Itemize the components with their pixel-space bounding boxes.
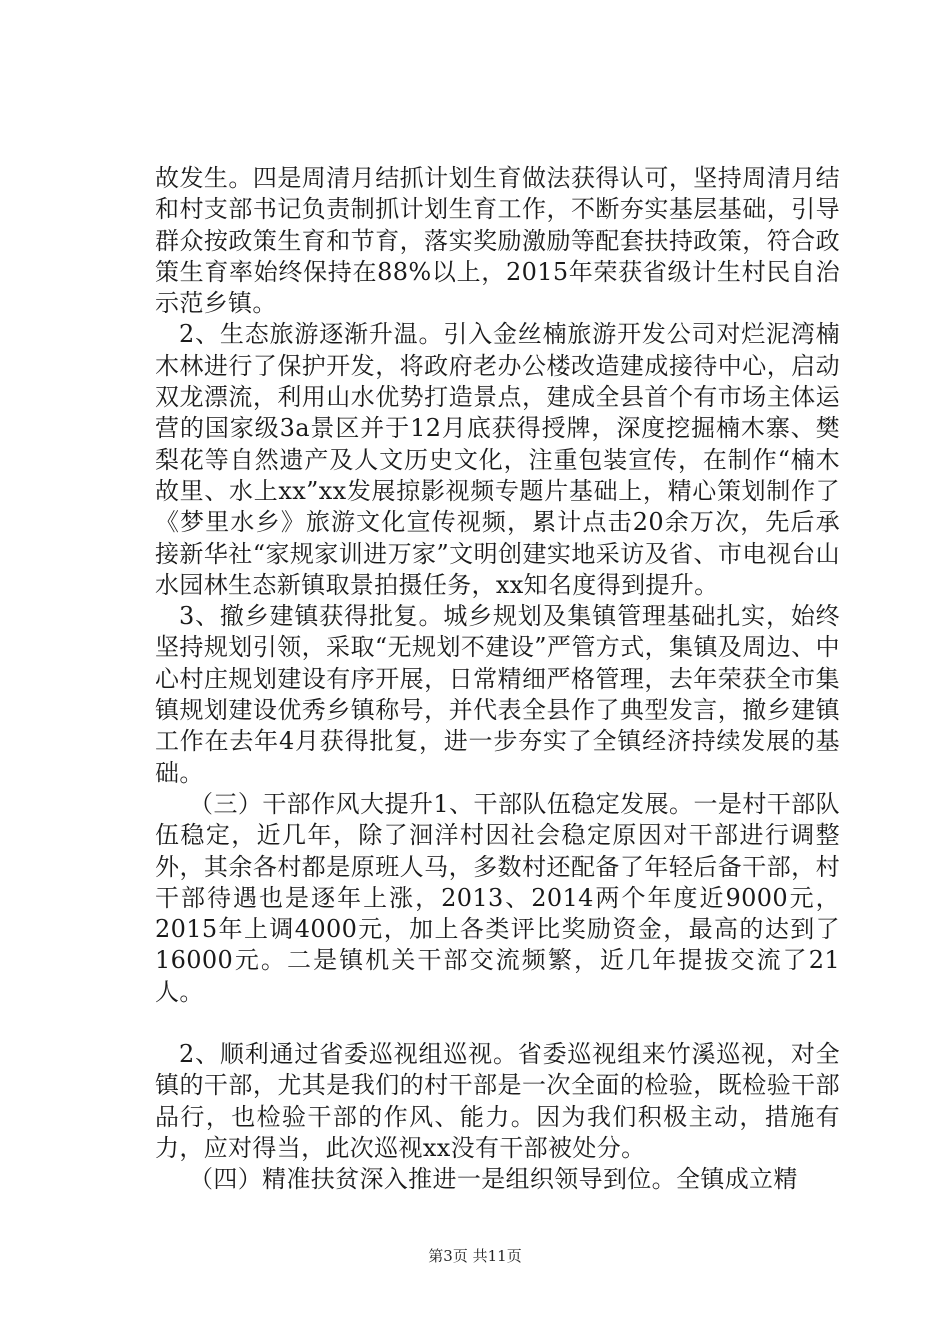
paragraph-family-planning: 故发生。四是周清月结抓计划生育做法获得认可，坚持周清月结和村支部书记负责制抓计划生育工作，不断夯实基层基础，引导群众按政策生育和节育，落实奖励激励等配套扶持政策，符合政策生育率始终保持在88%以上，2015年荣获省级计生村民自治示范乡镇。 [155, 164, 840, 318]
paragraph-poverty-alleviation: （四）精准扶贫深入推进一是组织领导到位。全镇成立精 [189, 1165, 798, 1194]
paragraph-cadre-style: （三）干部作风大提升1、干部队伍稳定发展。一是村干部队伍稳定，近几年，除了洄洋村因社会稳定原因对干部进行调整外，其余各村都是原班人马，多数村还配备了年轻后备干部，村干部待遇也是逐年上涨，2013、2014两个年度近9000元，2015年上调4000元，加上各类评比奖励资金，最高的达到了16000元。二是镇机关干部交流频繁，近几年提拔交流了21人。 [155, 789, 840, 1006]
document-body [155, 163, 840, 1196]
page-footer: 第3页 共11页 [428, 1247, 522, 1265]
paragraph-township-approval: 3、撤乡建镇获得批复。城乡规划及集镇管理基础扎实，始终坚持规划引领，采取“无规划不建设”严管方式，集镇及周边、中心村庄规划建设有序开展，日常精细严格管理，去年荣获全市集镇规划建设优秀乡镇称号，并代表全县作了典型发言，撤乡建镇工作在去年4月获得批复，进一步夯实了全镇经济持续发展的基础。 [155, 602, 840, 787]
paragraph-spacer [155, 1008, 840, 1039]
paragraph-inspection: 2、顺利通过省委巡视组巡视。省委巡视组来竹溪巡视，对全镇的干部，尤其是我们的村干部是一次全面的检验，既检验干部品行，也检验干部的作风、能力。因为我们积极主动，措施有力，应对得当，此次巡视xx没有干部被处分。 [155, 1040, 840, 1162]
paragraph-eco-tourism: 2、生态旅游逐渐升温。引入金丝楠旅游开发公司对烂泥湾楠木林进行了保护开发，将政府老办公楼改造建成接待中心，启动双龙漂流，利用山水优势打造景点，建成全县首个有市场主体运营的国家级3a景区并于12月底获得授牌，深度挖掘楠木寨、樊梨花等自然遗产及人文历史文化，注重包装宣传，在制作“楠木故里、水上xx”xx发展掠影视频专题片基础上，精心策划制作了《梦里水乡》旅游文化宣传视频，累计点击20余万次，先后承接新华社“家规家训进万家”文明创建实地采访及省、市电视台山水园林生态新镇取景拍摄任务，xx知名度得到提升。 [155, 320, 840, 599]
